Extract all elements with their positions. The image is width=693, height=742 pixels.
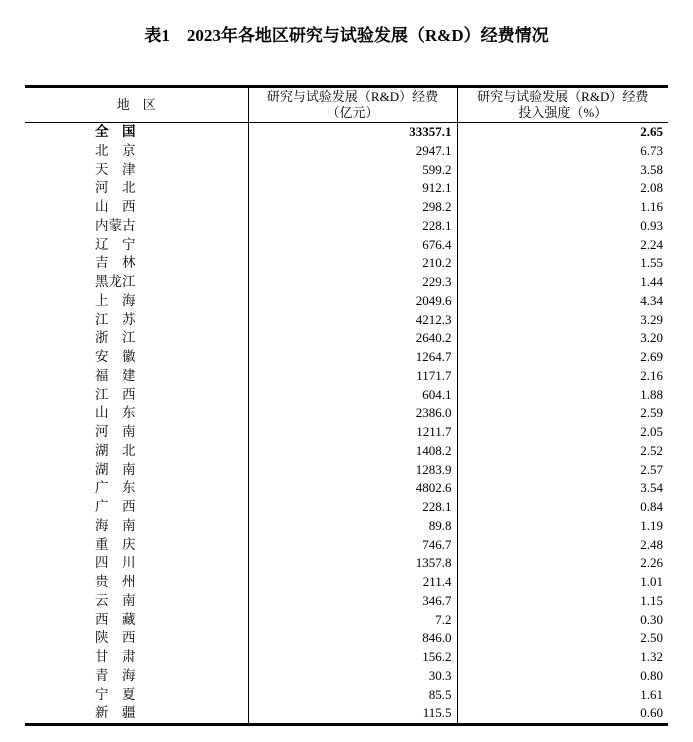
intensity-cell: 1.55 xyxy=(457,254,668,273)
region-cell: 河 南 xyxy=(95,424,136,439)
header-intensity-line2: 投入强度（%） xyxy=(518,105,608,120)
table-row xyxy=(25,311,668,330)
table-row xyxy=(25,367,668,386)
region-cell: 浙 江 xyxy=(95,330,136,346)
region-cell: 福 建 xyxy=(95,367,136,383)
region-cell: 辽 宁 xyxy=(95,236,136,252)
region-cell: 山 东 xyxy=(95,405,136,421)
intensity-cell: 0.93 xyxy=(457,217,668,236)
expenditure-cell: 298.2 xyxy=(248,198,457,217)
expenditure-cell: 604.1 xyxy=(248,386,457,405)
expenditure-cell: 1283.9 xyxy=(248,461,457,480)
region-cell: 全 国 xyxy=(95,124,136,139)
table-row xyxy=(25,498,668,517)
table-row xyxy=(25,236,668,255)
region-cell: 湖 南 xyxy=(95,461,136,477)
intensity-cell: 2.57 xyxy=(457,461,668,480)
table-row xyxy=(25,329,668,348)
intensity-cell: 2.52 xyxy=(457,442,668,461)
intensity-cell: 1.15 xyxy=(457,592,668,611)
table-header xyxy=(25,87,668,123)
intensity-cell: 3.29 xyxy=(457,311,668,330)
intensity-cell: 1.44 xyxy=(457,273,668,292)
intensity-cell: 0.84 xyxy=(457,498,668,517)
region-cell: 甘 肃 xyxy=(95,649,136,664)
intensity-cell: 2.26 xyxy=(457,554,668,573)
intensity-cell: 3.58 xyxy=(457,161,668,180)
table-row xyxy=(25,123,668,142)
region-cell: 河 北 xyxy=(95,180,136,196)
table-row xyxy=(25,254,668,273)
expenditure-cell: 89.8 xyxy=(248,517,457,536)
region-cell: 陕 西 xyxy=(95,630,136,646)
region-cell: 青 海 xyxy=(95,667,136,683)
table-row xyxy=(25,273,668,292)
table-row xyxy=(25,198,668,217)
intensity-cell: 4.34 xyxy=(457,292,668,311)
table-row xyxy=(25,517,668,536)
expenditure-cell: 228.1 xyxy=(248,217,457,236)
intensity-cell: 2.48 xyxy=(457,536,668,555)
table-row xyxy=(25,292,668,311)
intensity-cell: 2.59 xyxy=(457,404,668,423)
region-cell: 广 西 xyxy=(95,499,136,514)
region-cell: 江 西 xyxy=(95,386,136,402)
expenditure-cell: 228.1 xyxy=(248,498,457,517)
intensity-cell: 2.24 xyxy=(457,236,668,255)
header-intensity xyxy=(457,87,668,123)
table-row xyxy=(25,573,668,592)
intensity-cell: 1.88 xyxy=(457,386,668,405)
region-cell: 海 南 xyxy=(95,517,136,533)
expenditure-cell: 346.7 xyxy=(248,592,457,611)
expenditure-cell: 1211.7 xyxy=(248,423,457,442)
intensity-cell: 6.73 xyxy=(457,142,668,161)
table-row xyxy=(25,442,668,461)
expenditure-cell: 30.3 xyxy=(248,667,457,686)
expenditure-cell: 4802.6 xyxy=(248,479,457,498)
table-title: 表1 2023年各地区研究与试验发展（R&D）经费情况 xyxy=(144,26,549,45)
table-row xyxy=(25,704,668,724)
region-cell: 贵 州 xyxy=(95,574,136,589)
intensity-cell: 0.80 xyxy=(457,667,668,686)
region-cell: 山 西 xyxy=(95,199,136,214)
region-cell: 天 津 xyxy=(95,161,136,177)
table-row xyxy=(25,611,668,630)
expenditure-cell: 1357.8 xyxy=(248,554,457,573)
region-cell: 重 庆 xyxy=(95,536,136,552)
rd-expenditure-table xyxy=(25,85,668,726)
header-row xyxy=(25,87,668,123)
intensity-cell: 1.19 xyxy=(457,517,668,536)
intensity-cell: 0.30 xyxy=(457,611,668,630)
expenditure-cell: 912.1 xyxy=(248,179,457,198)
expenditure-cell: 2640.2 xyxy=(248,329,457,348)
table-row xyxy=(25,554,668,573)
expenditure-cell: 115.5 xyxy=(248,704,457,724)
region-cell: 北 京 xyxy=(95,142,136,158)
table-row xyxy=(25,479,668,498)
table-row xyxy=(25,142,668,161)
region-cell: 内蒙古 xyxy=(95,217,136,233)
expenditure-cell: 7.2 xyxy=(248,611,457,630)
intensity-cell: 2.65 xyxy=(457,123,668,142)
intensity-cell: 2.50 xyxy=(457,629,668,648)
table-row xyxy=(25,592,668,611)
region-cell: 云 南 xyxy=(95,592,136,608)
expenditure-cell: 746.7 xyxy=(248,536,457,555)
intensity-cell: 1.61 xyxy=(457,686,668,705)
table-row xyxy=(25,461,668,480)
header-expenditure-line2: （亿元） xyxy=(326,105,379,120)
region-cell: 宁 夏 xyxy=(95,686,136,702)
intensity-cell: 0.60 xyxy=(457,704,668,724)
header-expenditure xyxy=(248,87,457,123)
expenditure-cell: 33357.1 xyxy=(248,123,457,142)
table-row xyxy=(25,648,668,667)
region-cell: 西 藏 xyxy=(95,611,136,627)
expenditure-cell: 846.0 xyxy=(248,629,457,648)
table-row xyxy=(25,348,668,367)
intensity-cell: 1.32 xyxy=(457,648,668,667)
intensity-cell: 2.08 xyxy=(457,179,668,198)
region-cell: 吉 林 xyxy=(95,255,136,271)
expenditure-cell: 2049.6 xyxy=(248,292,457,311)
table-body xyxy=(25,123,668,725)
intensity-cell: 3.54 xyxy=(457,479,668,498)
intensity-cell: 1.01 xyxy=(457,573,668,592)
header-region: 地 区 xyxy=(25,87,248,123)
expenditure-cell: 211.4 xyxy=(248,573,457,592)
region-cell: 新 疆 xyxy=(95,705,136,721)
expenditure-cell: 676.4 xyxy=(248,236,457,255)
region-cell: 安 徽 xyxy=(95,349,136,364)
table-row xyxy=(25,536,668,555)
expenditure-cell: 599.2 xyxy=(248,161,457,180)
expenditure-cell: 85.5 xyxy=(248,686,457,705)
region-cell: 江 苏 xyxy=(95,311,136,327)
intensity-cell: 2.69 xyxy=(457,348,668,367)
table-row xyxy=(25,686,668,705)
table-row xyxy=(25,667,668,686)
region-cell: 四 川 xyxy=(95,555,136,571)
intensity-cell: 1.16 xyxy=(457,198,668,217)
intensity-cell: 2.05 xyxy=(457,423,668,442)
intensity-cell: 3.20 xyxy=(457,329,668,348)
expenditure-cell: 229.3 xyxy=(248,273,457,292)
table-row xyxy=(25,161,668,180)
table-row xyxy=(25,629,668,648)
expenditure-cell: 1171.7 xyxy=(248,367,457,386)
expenditure-cell: 1408.2 xyxy=(248,442,457,461)
intensity-cell: 2.16 xyxy=(457,367,668,386)
region-cell: 黑龙江 xyxy=(95,274,136,289)
expenditure-cell: 1264.7 xyxy=(248,348,457,367)
expenditure-cell: 2386.0 xyxy=(248,404,457,423)
expenditure-cell: 156.2 xyxy=(248,648,457,667)
region-cell: 湖 北 xyxy=(95,442,136,458)
table-row xyxy=(25,423,668,442)
region-cell: 广 东 xyxy=(95,480,136,496)
expenditure-cell: 210.2 xyxy=(248,254,457,273)
table-row xyxy=(25,404,668,423)
table-row xyxy=(25,217,668,236)
region-cell: 上 海 xyxy=(95,292,136,308)
expenditure-cell: 2947.1 xyxy=(248,142,457,161)
table-row xyxy=(25,179,668,198)
header-intensity-line1: 研究与试验发展（R&D）经费 xyxy=(477,89,649,104)
expenditure-cell: 4212.3 xyxy=(248,311,457,330)
table-row xyxy=(25,386,668,405)
header-expenditure-line1: 研究与试验发展（R&D）经费 xyxy=(266,89,439,104)
